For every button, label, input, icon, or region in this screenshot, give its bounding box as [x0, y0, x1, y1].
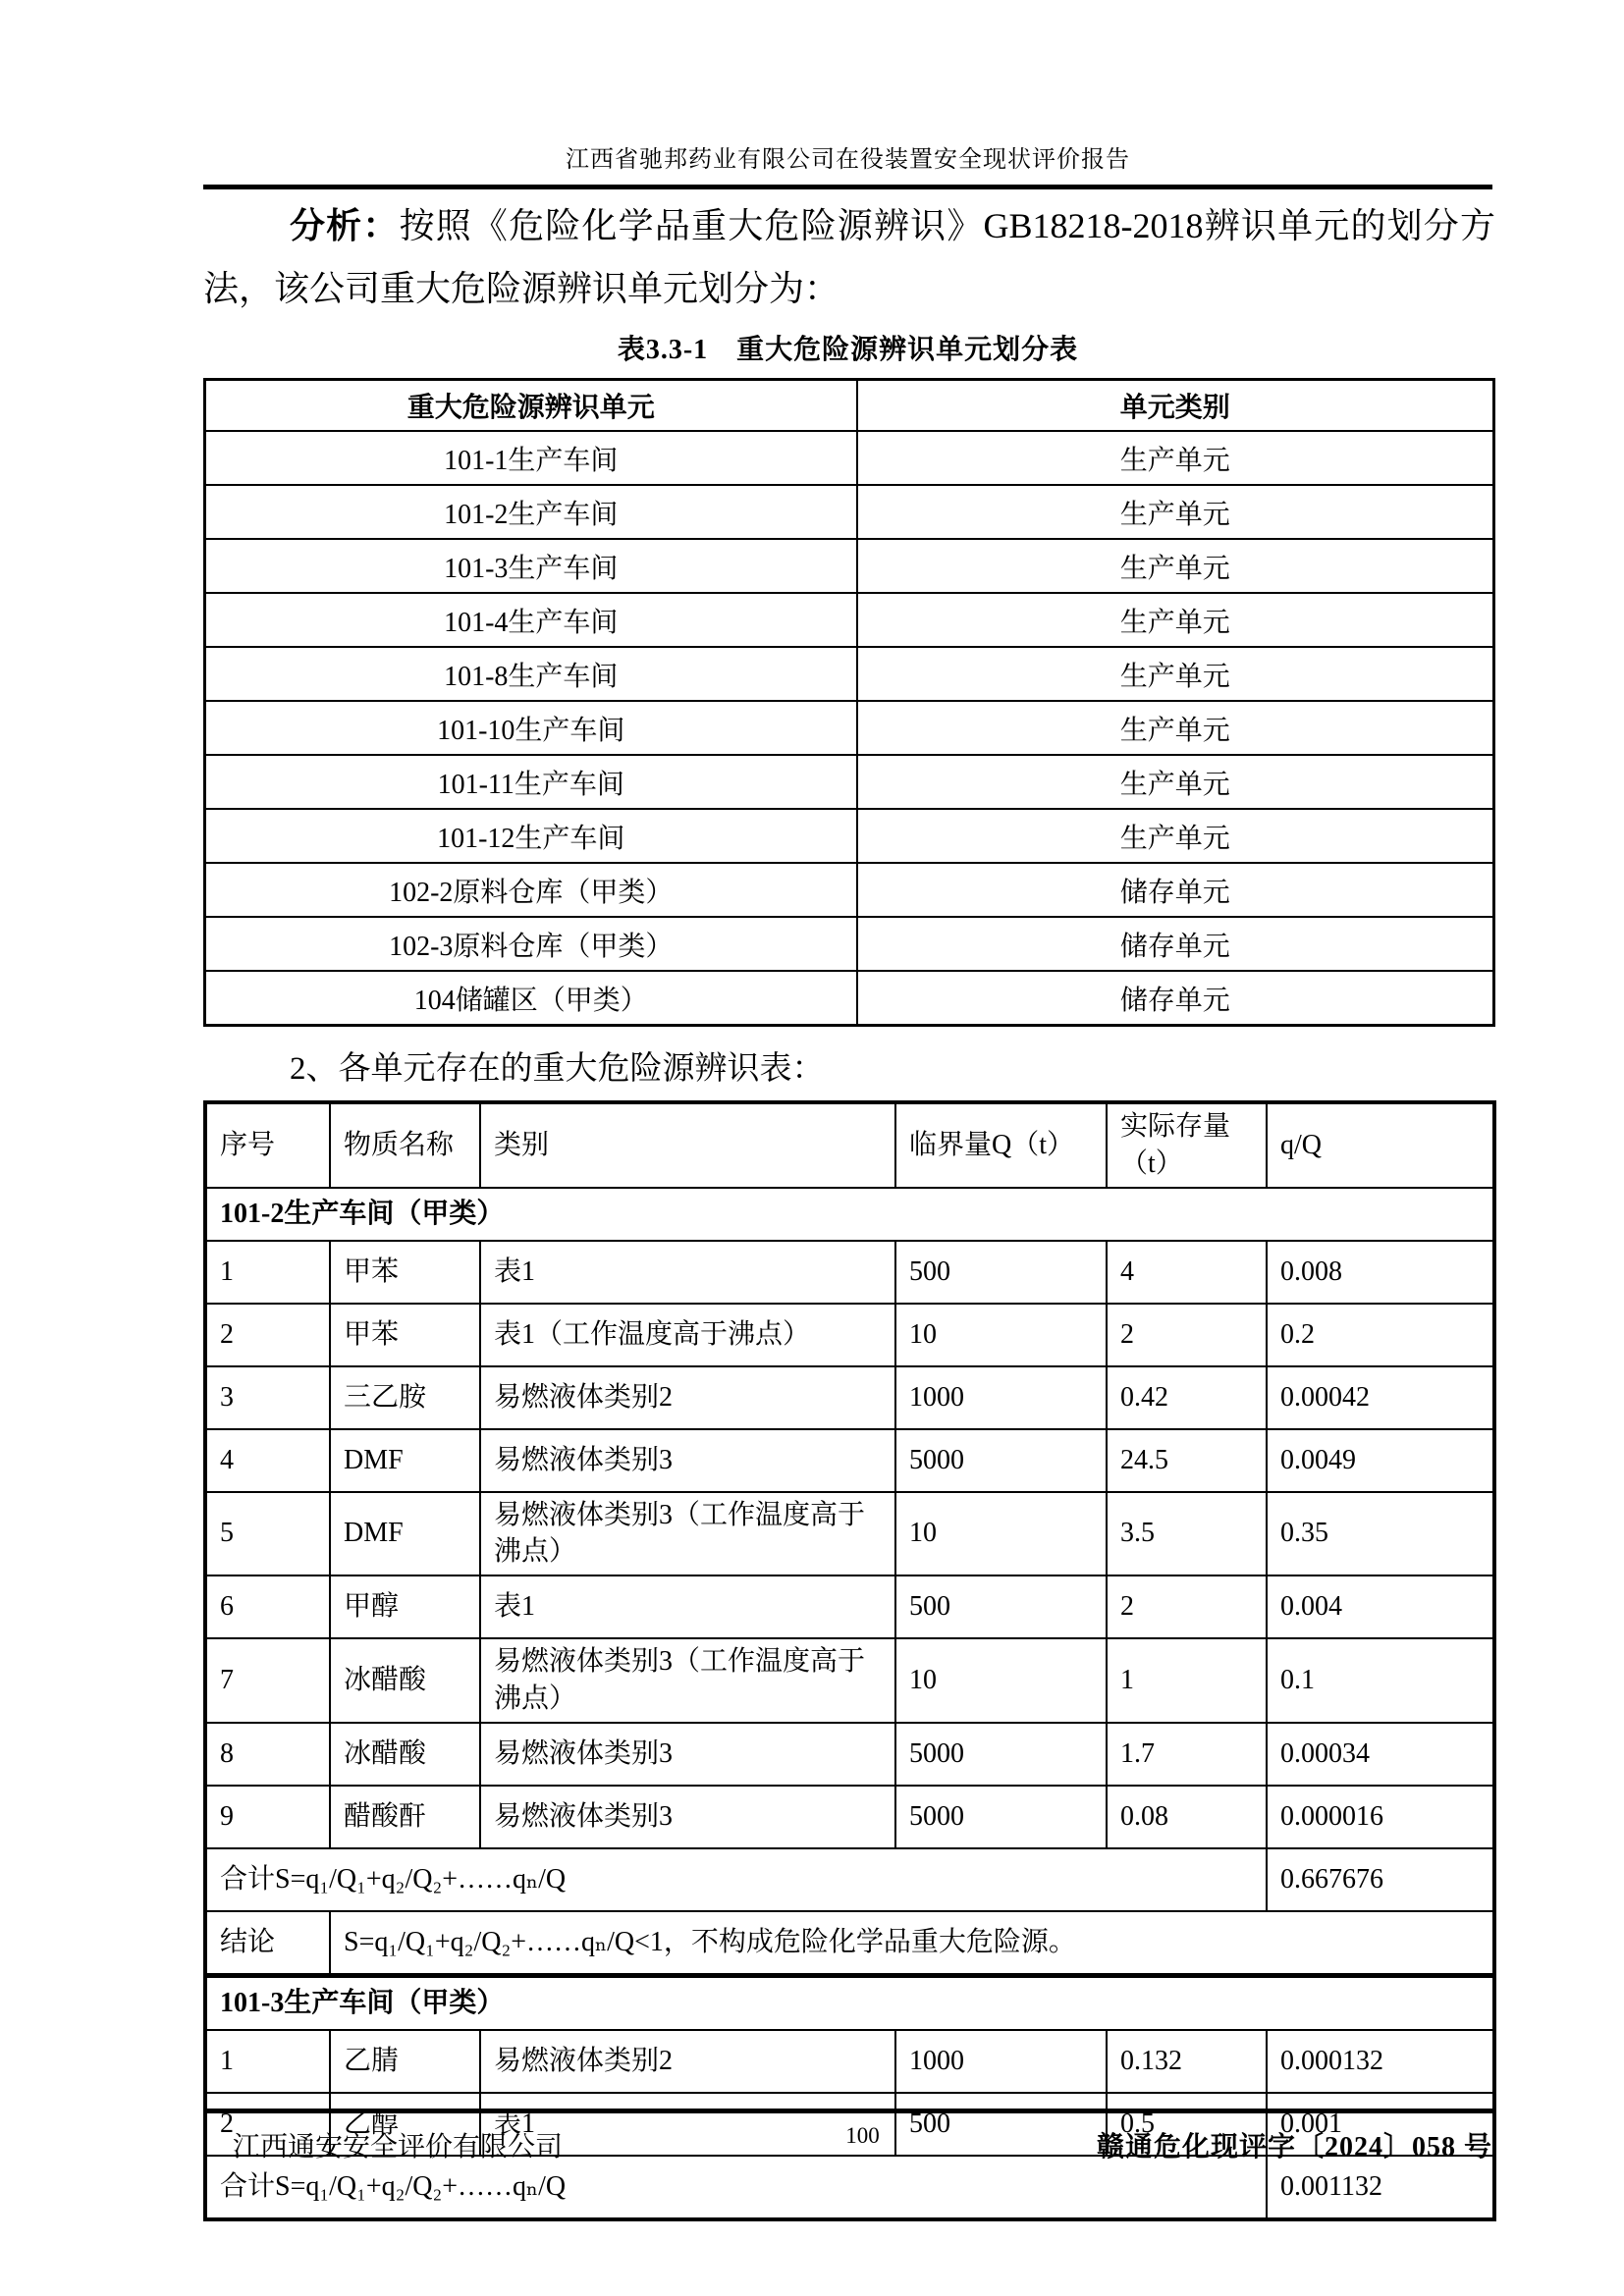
table-cell: 0.42: [1107, 1366, 1267, 1429]
table-cell: 生产单元: [857, 431, 1494, 485]
column-header-unit: 重大危险源辨识单元: [205, 380, 857, 432]
table-row: [205, 2030, 1494, 2093]
page-number: 100: [845, 2123, 880, 2148]
analysis-lead: 分析：: [290, 206, 400, 245]
sum-row: [205, 2156, 1494, 2219]
section-title-row: [205, 1975, 1494, 2030]
table-cell: 0.132: [1107, 2030, 1267, 2093]
page-header: [203, 139, 1492, 189]
table-cell: 易燃液体类别2: [480, 1366, 895, 1429]
table-cell: 5000: [895, 1723, 1107, 1786]
table-cell: 101-1生产车间: [205, 431, 857, 485]
table-cell: 8: [205, 1723, 330, 1786]
table-cell: 101-10生产车间: [205, 701, 857, 755]
table-cell: 表1: [480, 2093, 895, 2156]
table-cell: 三乙胺: [330, 1366, 480, 1429]
unit-division-table-body: [205, 431, 1494, 1026]
table-cell: 生产单元: [857, 485, 1494, 539]
table-cell: 冰醋酸: [330, 1638, 480, 1723]
table-cell: 储存单元: [857, 971, 1494, 1026]
table-cell: 5000: [895, 1786, 1107, 1848]
table-cell: 甲醇: [330, 1575, 480, 1638]
table-cell: 0.0049: [1267, 1429, 1494, 1492]
table-cell: 生产单元: [857, 755, 1494, 809]
sum-row: [205, 1848, 1494, 1911]
table-row: [205, 917, 1494, 971]
table-cell: 4: [1107, 1241, 1267, 1304]
table-cell: 2: [1107, 1304, 1267, 1366]
table-row: [205, 1429, 1494, 1492]
table-cell: 101-2生产车间: [205, 485, 857, 539]
table-row: [205, 971, 1494, 1026]
table-cell: 生产单元: [857, 647, 1494, 701]
table-cell: 3: [205, 1366, 330, 1429]
table-cell: 易燃液体类别2: [480, 2030, 895, 2093]
conclusion-label-cell: 结论: [205, 1911, 330, 1976]
hazard-table-body: [205, 1188, 1494, 2219]
table-cell: 储存单元: [857, 917, 1494, 971]
table-cell: 500: [895, 1241, 1107, 1304]
table-row: [205, 593, 1494, 647]
sum-label-cell: 合计S=q₁/Q₁+q₂/Q₂+……qₙ/Q: [205, 2156, 1267, 2219]
table-cell: 表1（工作温度高于沸点）: [480, 1304, 895, 1366]
table-cell: 易燃液体类别3: [480, 1429, 895, 1492]
conclusion-text-cell: S=q₁/Q₁+q₂/Q₂+……qₙ/Q<1，不构成危险化学品重大危险源。: [330, 1911, 1494, 1976]
table-row: [205, 1492, 1494, 1576]
table-cell: 醋酸酐: [330, 1786, 480, 1848]
table-cell: 2: [205, 1304, 330, 1366]
unit-division-table: [203, 378, 1495, 1027]
table-cell: 甲苯: [330, 1241, 480, 1304]
table-cell: 生产单元: [857, 701, 1494, 755]
page-footer: [203, 2109, 1492, 2164]
footer-company: 江西通安安全评价有限公司: [233, 2132, 564, 2163]
sum-value-cell: 0.667676: [1267, 1848, 1494, 1911]
table-cell: DMF: [330, 1429, 480, 1492]
table-row: [205, 1304, 1494, 1366]
table-row: [205, 431, 1494, 485]
table-row: [205, 1638, 1494, 1723]
column-header-category: 类别: [480, 1102, 895, 1188]
table-row: [205, 1241, 1494, 1304]
table-cell: 0.004: [1267, 1575, 1494, 1638]
table-cell: 101-11生产车间: [205, 755, 857, 809]
section-title-row: [205, 1188, 1494, 1241]
table-cell: 2: [1107, 1575, 1267, 1638]
table-cell: 0.00042: [1267, 1366, 1494, 1429]
sum-value-cell: 0.001132: [1267, 2156, 1494, 2219]
table-header-row: [205, 1102, 1494, 1188]
column-header-ratio: q/Q: [1267, 1102, 1494, 1188]
table-cell: 1000: [895, 2030, 1107, 2093]
table-cell: 4: [205, 1429, 330, 1492]
conclusion-row: [205, 1911, 1494, 1976]
table-cell: 10: [895, 1492, 1107, 1576]
table-cell: 500: [895, 1575, 1107, 1638]
hazard-identification-table: [203, 1100, 1496, 2221]
page-header-title: 江西省驰邦药业有限公司在役装置安全现状评价报告: [566, 147, 1130, 173]
table-cell: 易燃液体类别3（工作温度高于沸点）: [480, 1492, 895, 1576]
table-row: [205, 701, 1494, 755]
column-header-actual-qty: 实际存量（t）: [1107, 1102, 1267, 1188]
analysis-body: 按照《危险化学品重大危险源辨识》GB18218-2018辨识单元的划分方法，该公司重大危险源辨识单元划分为：: [203, 206, 1495, 308]
table-cell: 2: [205, 2093, 330, 2156]
table-cell: 10: [895, 1638, 1107, 1723]
table-cell: 乙醇: [330, 2093, 480, 2156]
analysis-paragraph: [203, 194, 1495, 320]
table-cell: 101-3生产车间: [205, 539, 857, 593]
table-caption: 表3.3-1 重大危险源辨识单元划分表: [617, 335, 1079, 365]
table-cell: 0.000016: [1267, 1786, 1494, 1848]
table-cell: 储存单元: [857, 863, 1494, 917]
table-cell: 24.5: [1107, 1429, 1267, 1492]
table-cell: 5000: [895, 1429, 1107, 1492]
table-cell: 0.001: [1267, 2093, 1494, 2156]
column-header-critical-qty: 临界量Q（t）: [895, 1102, 1107, 1188]
table-cell: 104储罐区（甲类）: [205, 971, 857, 1026]
table-cell: 冰醋酸: [330, 1723, 480, 1786]
table-cell: 0.00034: [1267, 1723, 1494, 1786]
table-cell: 1: [1107, 1638, 1267, 1723]
table-cell: 102-2原料仓库（甲类）: [205, 863, 857, 917]
table-cell: 表1: [480, 1241, 895, 1304]
column-header-substance: 物质名称: [330, 1102, 480, 1188]
table-cell: 生产单元: [857, 539, 1494, 593]
table-cell: 500: [895, 2093, 1107, 2156]
table-cell: 0.000132: [1267, 2030, 1494, 2093]
table-cell: 9: [205, 1786, 330, 1848]
table-cell: 易燃液体类别3: [480, 1723, 895, 1786]
footer-doc-number: 赣通危化现评字〔2024〕058 号: [1096, 2132, 1492, 2163]
table-cell: 1000: [895, 1366, 1107, 1429]
table-cell: 易燃液体类别3（工作温度高于沸点）: [480, 1638, 895, 1723]
table-cell: 生产单元: [857, 593, 1494, 647]
section-title: 101-3生产车间（甲类）: [205, 1975, 1494, 2030]
column-header-type: 单元类别: [857, 380, 1494, 432]
table-cell: 表1: [480, 1575, 895, 1638]
sum-label-cell: 合计S=q₁/Q₁+q₂/Q₂+……qₙ/Q: [205, 1848, 1267, 1911]
table-cell: 101-4生产车间: [205, 593, 857, 647]
table-cell: 0.5: [1107, 2093, 1267, 2156]
table-cell: 7: [205, 1638, 330, 1723]
table-row: [205, 485, 1494, 539]
table-cell: 乙腈: [330, 2030, 480, 2093]
table-cell: 5: [205, 1492, 330, 1576]
table-cell: 易燃液体类别3: [480, 1786, 895, 1848]
table-row: [205, 863, 1494, 917]
table-cell: 1.7: [1107, 1723, 1267, 1786]
table-cell: 0.2: [1267, 1304, 1494, 1366]
table-cell: 6: [205, 1575, 330, 1638]
table-cell: 0.1: [1267, 1638, 1494, 1723]
table-row: [205, 1575, 1494, 1638]
table-row: [205, 1366, 1494, 1429]
table-row: [205, 539, 1494, 593]
table-cell: 101-8生产车间: [205, 647, 857, 701]
table-cell: 10: [895, 1304, 1107, 1366]
table-cell: 102-3原料仓库（甲类）: [205, 917, 857, 971]
table-cell: 生产单元: [857, 809, 1494, 863]
table-cell: DMF: [330, 1492, 480, 1576]
table-cell: 1: [205, 1241, 330, 1304]
list-intro: 2、各单元存在的重大危险源辨识表：: [290, 1051, 825, 1087]
table-cell: 101-12生产车间: [205, 809, 857, 863]
table-row: [205, 755, 1494, 809]
table-row: [205, 647, 1494, 701]
table-row: [205, 809, 1494, 863]
column-header-index: 序号: [205, 1102, 330, 1188]
table-header-row: [205, 380, 1494, 432]
table-row: [205, 1786, 1494, 1848]
section-title: 101-2生产车间（甲类）: [205, 1188, 1494, 1241]
table-cell: 3.5: [1107, 1492, 1267, 1576]
table-cell: 甲苯: [330, 1304, 480, 1366]
table-cell: 1: [205, 2030, 330, 2093]
table-cell: 0.35: [1267, 1492, 1494, 1576]
table-cell: 0.08: [1107, 1786, 1267, 1848]
table-cell: 0.008: [1267, 1241, 1494, 1304]
table-row: [205, 1723, 1494, 1786]
